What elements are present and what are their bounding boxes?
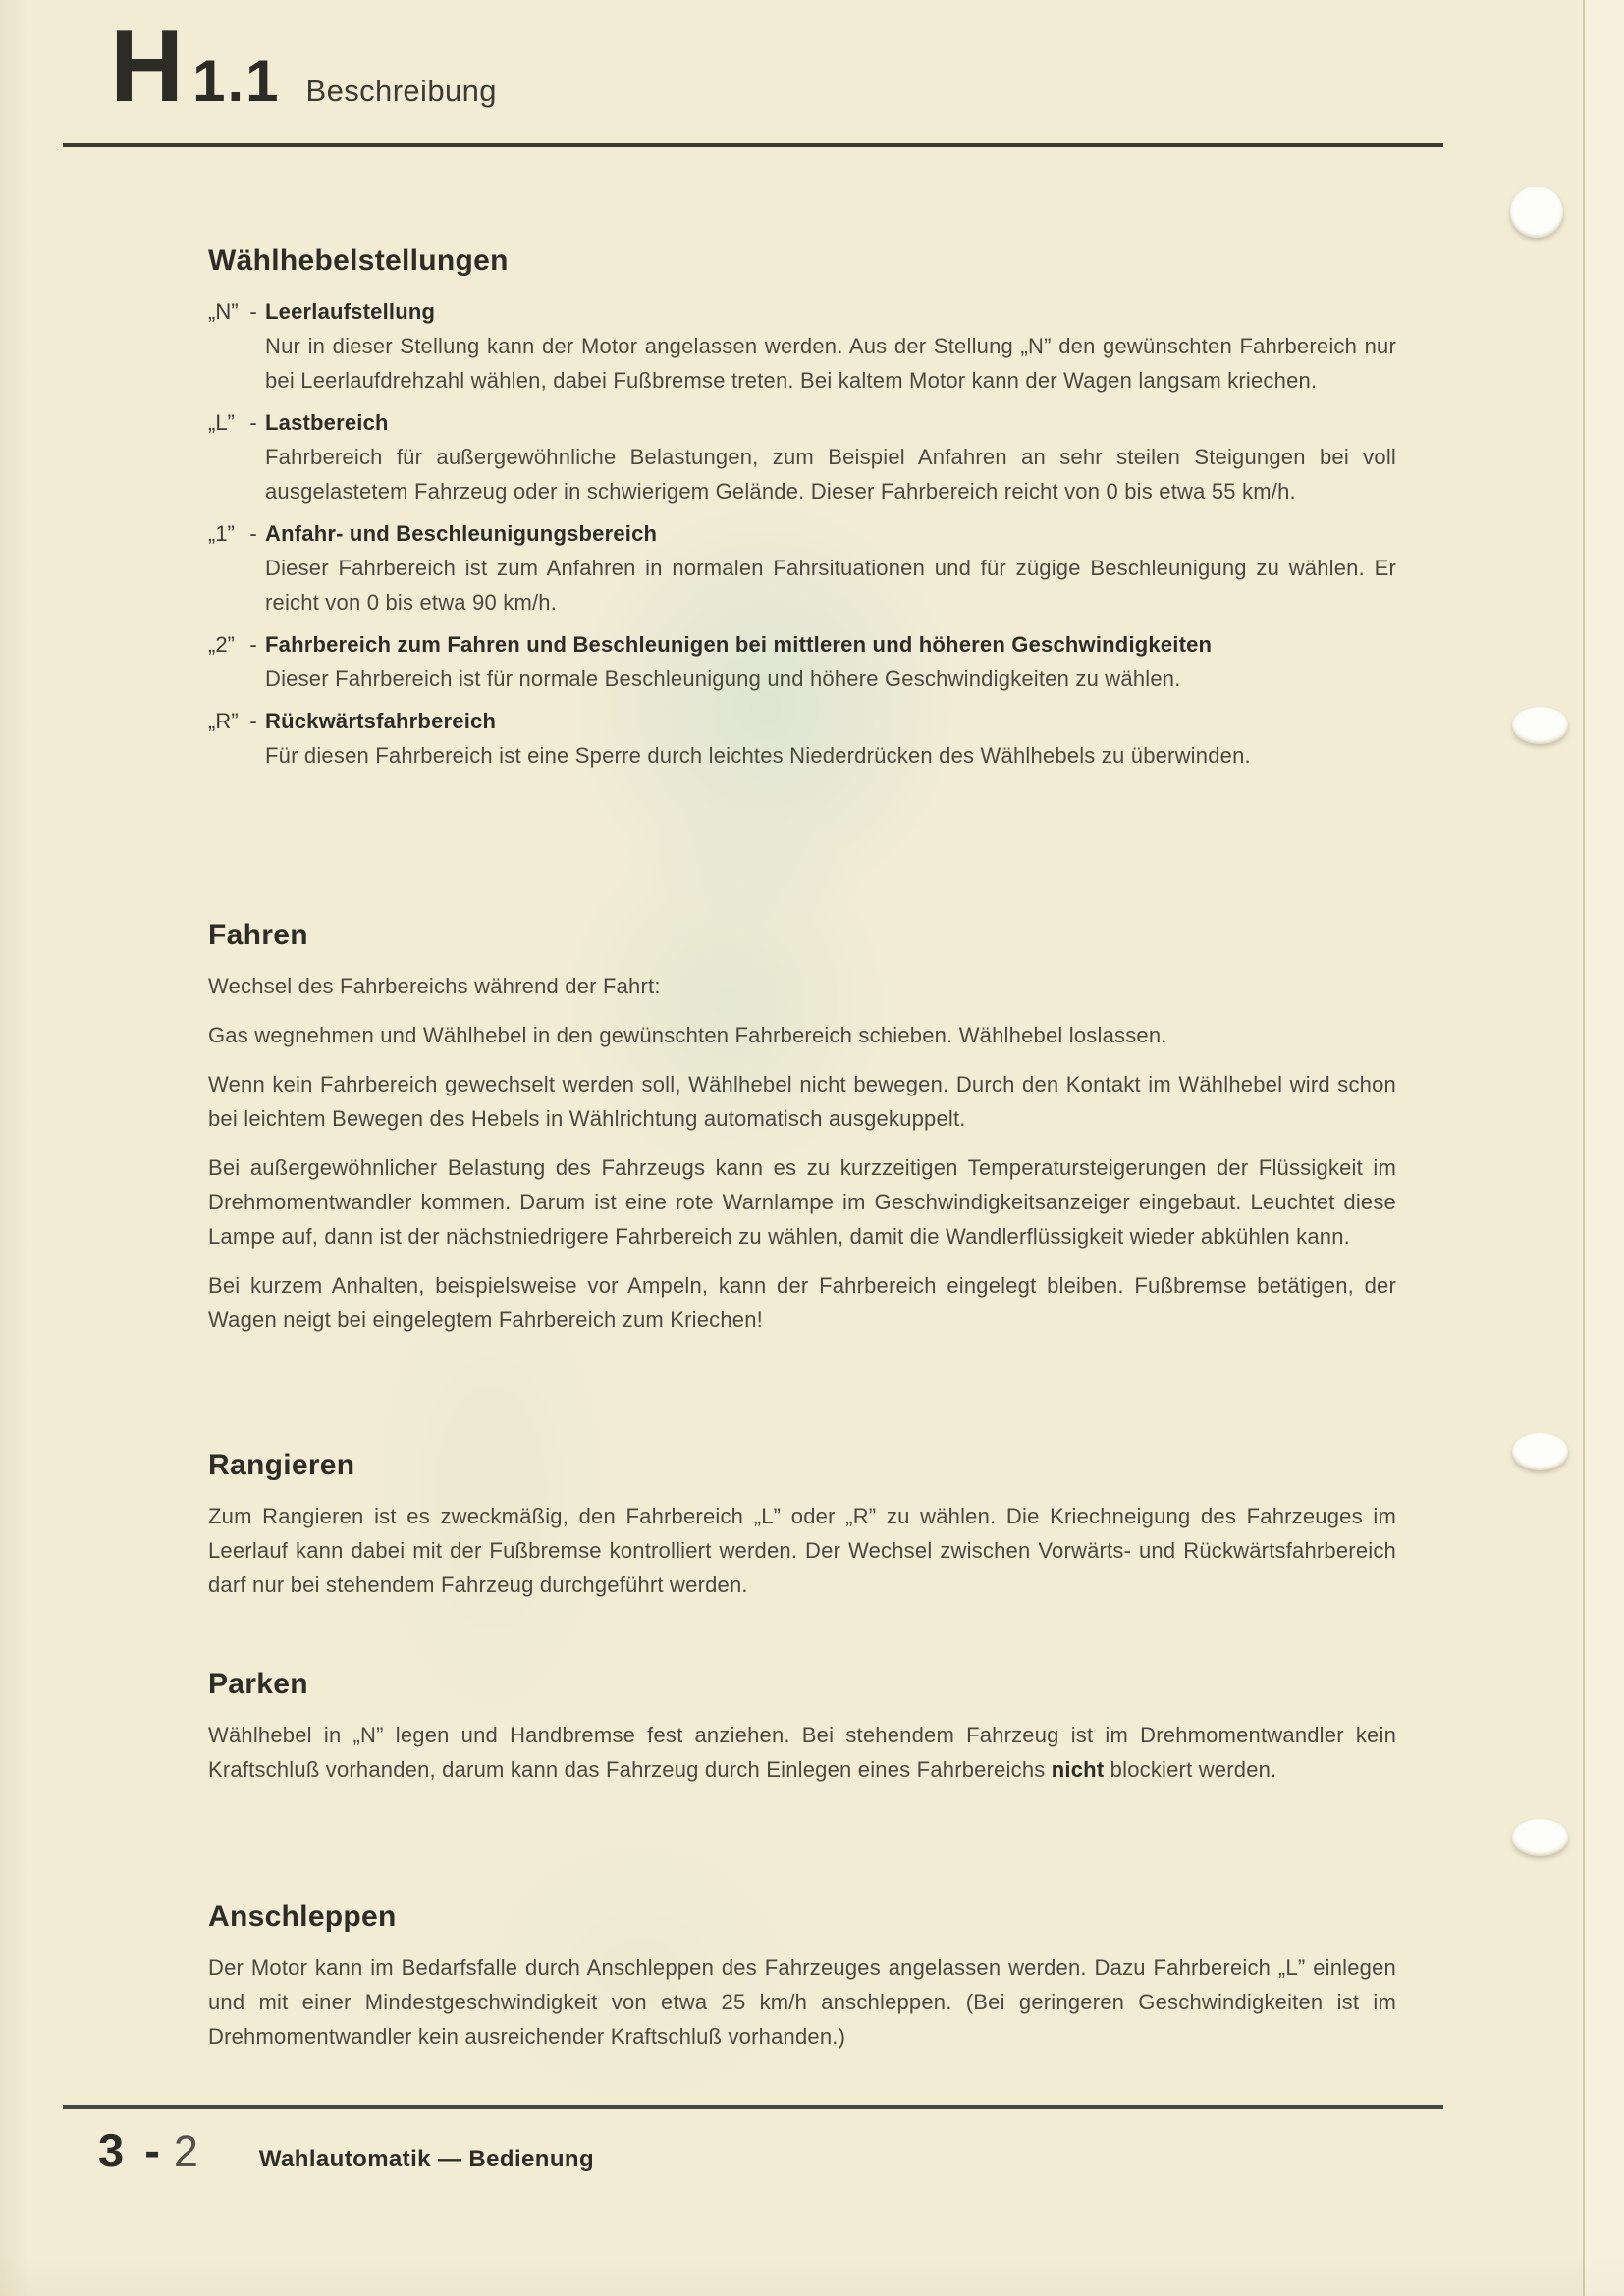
paragraph-text: blockiert werden. <box>1104 1757 1277 1782</box>
page-header <box>110 10 497 124</box>
paragraph: Wenn kein Fahrbereich gewechselt werden soll, Wählhebel nicht bewegen. Durch den Kontakt im Wählhebel wird schon bei leichtem Bewegen des Hebels in Wählrichtung automatisch ausgekuppelt. <box>208 1072 1396 1131</box>
page-footer <box>98 2123 594 2177</box>
lever-position-key: „2” <box>208 632 235 657</box>
dash-separator: - <box>249 632 257 657</box>
lever-position-description: Dieser Fahrbereich ist für normale Beschleunigung und höhere Geschwindigkeiten zu wählen. <box>265 667 1181 691</box>
section-heading: Fahren <box>208 919 308 951</box>
lever-position-key: „L” <box>208 410 235 435</box>
section-fahren <box>208 918 1396 1352</box>
paragraph: Bei außergewöhnlicher Belastung des Fahrzeugs kann es zu kurzzeitigen Temperatursteigerungen der Flüssigkeit im Drehmomentwandler kommen. Darum ist eine rote Warnlampe im Geschwindigkeitsanzeiger eingebaut. Leuchtet diese Lampe auf, dann ist der nächstniedrigere Fahrbereich zu wählen, damit die Wandlerflüssigkeit wieder abkühlen kann. <box>208 1155 1396 1249</box>
page-number: 3 - <box>98 2124 164 2176</box>
lever-position-title: Anfahr- und Beschleunigungsbereich <box>265 521 658 546</box>
section-waehlhebelstellungen <box>208 243 1396 780</box>
header-divider <box>63 143 1443 147</box>
lever-position-entry <box>208 516 1396 619</box>
lever-position-head <box>208 294 1396 329</box>
paragraph: Bei kurzem Anhalten, beispielsweise vor Ampeln, kann der Fahrbereich eingelegt bleiben. Fußbremse betätigen, der Wagen neigt bei eingelegtem Fahrbereich zum Kriechen! <box>208 1273 1396 1332</box>
lever-position-description: Fahrbereich für außergewöhnliche Belastungen, zum Beispiel Anfahren an sehr steilen Steigungen bei voll ausgelastetem Fahrzeug oder in schwierigem Gelände. Dieser Fahrbereich reicht von 0 bis etwa 55 km/h. <box>265 445 1396 504</box>
section-heading: Parken <box>208 1668 308 1700</box>
punch-hole <box>1512 1819 1568 1856</box>
lever-position-entry <box>208 627 1396 696</box>
paragraph: Der Motor kann im Bedarfsfalle durch Anschleppen des Fahrzeuges angelassen werden. Dazu Fahrbereich „L” einlegen und mit einer Mindestgeschwindigkeit von etwa 25 km/h anschleppen. (Bei geringeren Geschwindigkeiten ist im Drehmomentwandler kein ausreichender Kraftschluß vorhanden.) <box>208 1955 1396 2049</box>
paragraph: Gas wegnehmen und Wählhebel in den gewünschten Fahrbereich schieben. Wählhebel loslassen. <box>208 1023 1167 1047</box>
lever-position-title: Fahrbereich zum Fahren und Beschleunigen bei mittleren und höheren Geschwindigkeiten <box>265 632 1213 657</box>
lever-position-description: Dieser Fahrbereich ist zum Anfahren in normalen Fahrsituationen und für zügige Beschleunigung zu wählen. Er reicht von 0 bis etwa 90 km/h. <box>265 556 1396 614</box>
emphasized-word: nicht <box>1051 1757 1105 1782</box>
dash-separator: - <box>249 709 257 733</box>
section-heading: Wählhebelstellungen <box>208 244 509 277</box>
lever-position-description: Nur in dieser Stellung kann der Motor angelassen werden. Aus der Stellung „N” den gewünschten Fahrbereich nur bei Leerlaufdrehzahl wählen, dabei Fußbremse treten. Bei kaltem Motor kann der Wagen langsam kriechen. <box>265 334 1396 393</box>
paragraph <box>208 1718 1396 1787</box>
section-rangieren <box>208 1448 1396 1617</box>
lever-position-head <box>208 627 1396 662</box>
lever-position-title: Leerlaufstellung <box>265 299 436 324</box>
chapter-letter: H <box>110 10 186 124</box>
footer-divider <box>63 2105 1443 2109</box>
paragraph-text: Wählhebel in „N” legen und Handbremse fest anziehen. Bei stehendem Fahrzeug ist im Drehmomentwandler kein Kraftschluß vorhanden, darum kann das Fahrzeug durch Einlegen eines Fahrbereichs <box>208 1723 1396 1782</box>
punch-hole <box>1512 707 1568 744</box>
section-heading: Anschleppen <box>208 1900 397 1933</box>
lever-position-key: „1” <box>208 521 235 546</box>
lever-position-head <box>208 405 1396 440</box>
lever-position-description: Für diesen Fahrbereich ist eine Sperre durch leichtes Niederdrücken des Wählhebels zu überwinden. <box>265 743 1251 768</box>
section-heading: Rangieren <box>208 1449 355 1481</box>
section-anschleppen <box>208 1899 1396 2068</box>
lever-position-key: „N” <box>208 299 239 324</box>
lever-position-entry <box>208 405 1396 508</box>
lever-position-entry <box>208 704 1396 773</box>
lever-position-key: „R” <box>208 709 239 733</box>
lever-position-entry <box>208 294 1396 398</box>
chapter-number: 1.1 <box>192 48 281 114</box>
page-number-secondary: 2 <box>173 2126 198 2176</box>
paragraph: Wechsel des Fahrbereichs während der Fahrt: <box>208 974 661 998</box>
section-parken <box>208 1667 1396 1801</box>
footer-title: Wahlautomatik — Bedienung <box>258 2146 595 2172</box>
dash-separator: - <box>249 299 257 324</box>
lever-position-head <box>208 704 1396 738</box>
header-title: Beschreibung <box>305 74 497 108</box>
punch-hole <box>1512 1433 1568 1470</box>
dash-separator: - <box>249 410 257 435</box>
page-edge-strip <box>1585 0 1624 2296</box>
dash-separator: - <box>249 521 257 546</box>
punch-hole <box>1510 187 1563 238</box>
lever-position-title: Lastbereich <box>265 410 389 435</box>
lever-position-head <box>208 516 1396 551</box>
paragraph: Zum Rangieren ist es zweckmäßig, den Fahrbereich „L” oder „R” zu wählen. Die Kriechneigung des Fahrzeuges im Leerlauf kann dabei mit der Fußbremse kontrolliert werden. Der Wechsel zwischen Vorwärts- und Rückwärtsfahrbereich darf nur bei stehendem Fahrzeug durchgeführt werden. <box>208 1504 1396 1597</box>
lever-position-title: Rückwärtsfahrbereich <box>265 709 497 733</box>
